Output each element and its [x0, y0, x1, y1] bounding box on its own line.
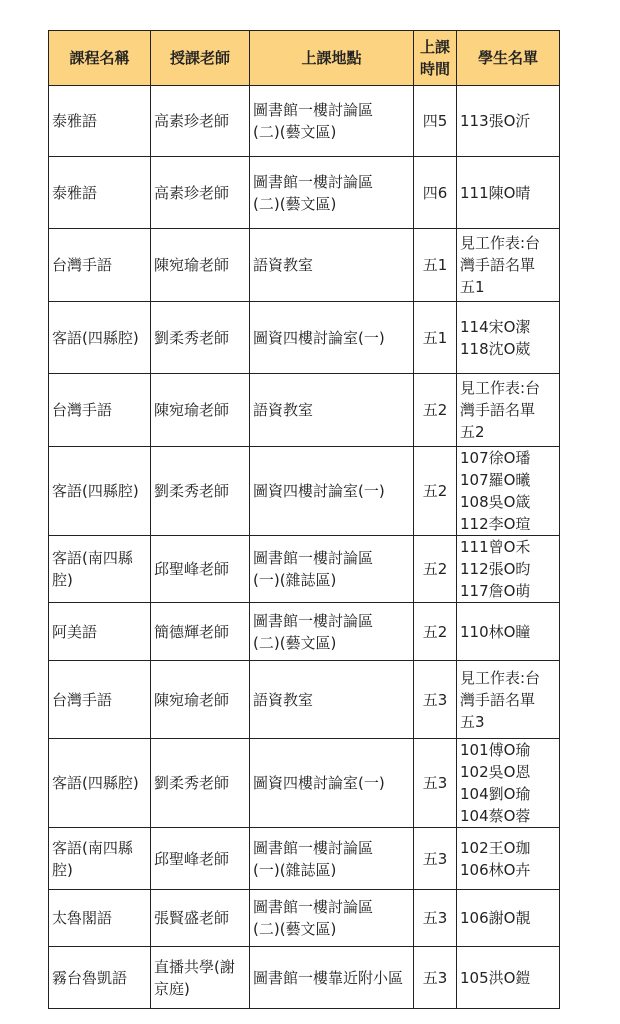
course-name-cell: 客語(四縣腔) — [49, 302, 151, 374]
table-row — [49, 661, 560, 739]
teacher-cell: 邱聖峰老師 — [151, 828, 250, 890]
course-name-cell: 客語(南四縣腔) — [49, 536, 151, 603]
course-name-cell: 台灣手語 — [49, 661, 151, 739]
table-row — [49, 739, 560, 828]
class-time-cell: 五2 — [414, 536, 457, 603]
student-list-cell: 101傅O瑜 102吳O恩 104劉O瑜 104蔡O蓉 — [457, 739, 560, 828]
header-teacher: 授課老師 — [151, 31, 250, 86]
location-cell: 圖書館一樓討論區 (二)(藝文區) — [250, 890, 414, 947]
header-course-name: 課程名稱 — [49, 31, 151, 86]
location-cell: 圖書館一樓靠近附小區 — [250, 947, 414, 1009]
student-list-cell: 111曾O禾 112張O昀 117詹O萌 — [457, 536, 560, 603]
table-row — [49, 447, 560, 536]
location-cell: 圖書館一樓討論區 (一)(雜誌區) — [250, 536, 414, 603]
student-list-cell: 見工作表:台 灣手語名單 五1 — [457, 229, 560, 302]
class-time-cell: 五3 — [414, 739, 457, 828]
student-list-cell: 110林O瞳 — [457, 603, 560, 661]
header-location: 上課地點 — [250, 31, 414, 86]
course-name-cell: 霧台魯凱語 — [49, 947, 151, 1009]
table-row — [49, 374, 560, 447]
teacher-cell: 劉柔秀老師 — [151, 739, 250, 828]
class-time-cell: 五3 — [414, 661, 457, 739]
student-list-cell: 106謝O靚 — [457, 890, 560, 947]
teacher-cell: 高素珍老師 — [151, 157, 250, 229]
location-cell: 圖資四樓討論室(一) — [250, 447, 414, 536]
location-cell: 圖書館一樓討論區 (二)(藝文區) — [250, 157, 414, 229]
location-cell: 語資教室 — [250, 229, 414, 302]
location-cell: 圖書館一樓討論區 (一)(雜誌區) — [250, 828, 414, 890]
course-schedule-table — [48, 30, 560, 1009]
table-body — [49, 86, 560, 1009]
course-name-cell: 阿美語 — [49, 603, 151, 661]
table-row — [49, 86, 560, 157]
header-class-time: 上課 時間 — [414, 31, 457, 86]
class-time-cell: 五2 — [414, 447, 457, 536]
class-time-cell: 五2 — [414, 603, 457, 661]
student-list-cell: 114宋O潔 118沈O葳 — [457, 302, 560, 374]
course-name-cell: 客語(四縣腔) — [49, 739, 151, 828]
location-cell: 語資教室 — [250, 661, 414, 739]
header-student-list: 學生名單 — [457, 31, 560, 86]
teacher-cell: 劉柔秀老師 — [151, 302, 250, 374]
table-row — [49, 828, 560, 890]
class-time-cell: 五3 — [414, 890, 457, 947]
student-list-cell: 見工作表:台 灣手語名單 五2 — [457, 374, 560, 447]
class-time-cell: 五2 — [414, 374, 457, 447]
student-list-cell: 113張O沂 — [457, 86, 560, 157]
teacher-cell: 陳宛瑜老師 — [151, 229, 250, 302]
table-row — [49, 302, 560, 374]
location-cell: 圖資四樓討論室(一) — [250, 302, 414, 374]
teacher-cell: 陳宛瑜老師 — [151, 661, 250, 739]
location-cell: 圖書館一樓討論區 (二)(藝文區) — [250, 86, 414, 157]
table-row — [49, 157, 560, 229]
teacher-cell: 張賢盛老師 — [151, 890, 250, 947]
teacher-cell: 劉柔秀老師 — [151, 447, 250, 536]
table-row — [49, 229, 560, 302]
student-list-cell: 見工作表:台 灣手語名單 五3 — [457, 661, 560, 739]
course-name-cell: 台灣手語 — [49, 229, 151, 302]
location-cell: 圖書館一樓討論區 (二)(藝文區) — [250, 603, 414, 661]
class-time-cell: 五1 — [414, 302, 457, 374]
student-list-cell: 102王O珈 106林O卉 — [457, 828, 560, 890]
header-row — [49, 31, 560, 86]
location-cell: 圖資四樓討論室(一) — [250, 739, 414, 828]
course-name-cell: 泰雅語 — [49, 157, 151, 229]
location-cell: 語資教室 — [250, 374, 414, 447]
table-row — [49, 890, 560, 947]
table-row — [49, 947, 560, 1009]
teacher-cell: 邱聖峰老師 — [151, 536, 250, 603]
course-name-cell: 泰雅語 — [49, 86, 151, 157]
class-time-cell: 四6 — [414, 157, 457, 229]
class-time-cell: 五1 — [414, 229, 457, 302]
student-list-cell: 107徐O璠 107羅O曦 108吳O箴 112李O瑄 — [457, 447, 560, 536]
teacher-cell: 高素珍老師 — [151, 86, 250, 157]
table-row — [49, 536, 560, 603]
class-time-cell: 五3 — [414, 947, 457, 1009]
teacher-cell: 直播共學(謝京庭) — [151, 947, 250, 1009]
student-list-cell: 105洪O鎧 — [457, 947, 560, 1009]
course-name-cell: 客語(四縣腔) — [49, 447, 151, 536]
teacher-cell: 陳宛瑜老師 — [151, 374, 250, 447]
student-list-cell: 111陳O晴 — [457, 157, 560, 229]
table-row — [49, 603, 560, 661]
teacher-cell: 簡德輝老師 — [151, 603, 250, 661]
course-name-cell: 太魯閣語 — [49, 890, 151, 947]
course-name-cell: 台灣手語 — [49, 374, 151, 447]
class-time-cell: 五3 — [414, 828, 457, 890]
class-time-cell: 四5 — [414, 86, 457, 157]
course-name-cell: 客語(南四縣腔) — [49, 828, 151, 890]
